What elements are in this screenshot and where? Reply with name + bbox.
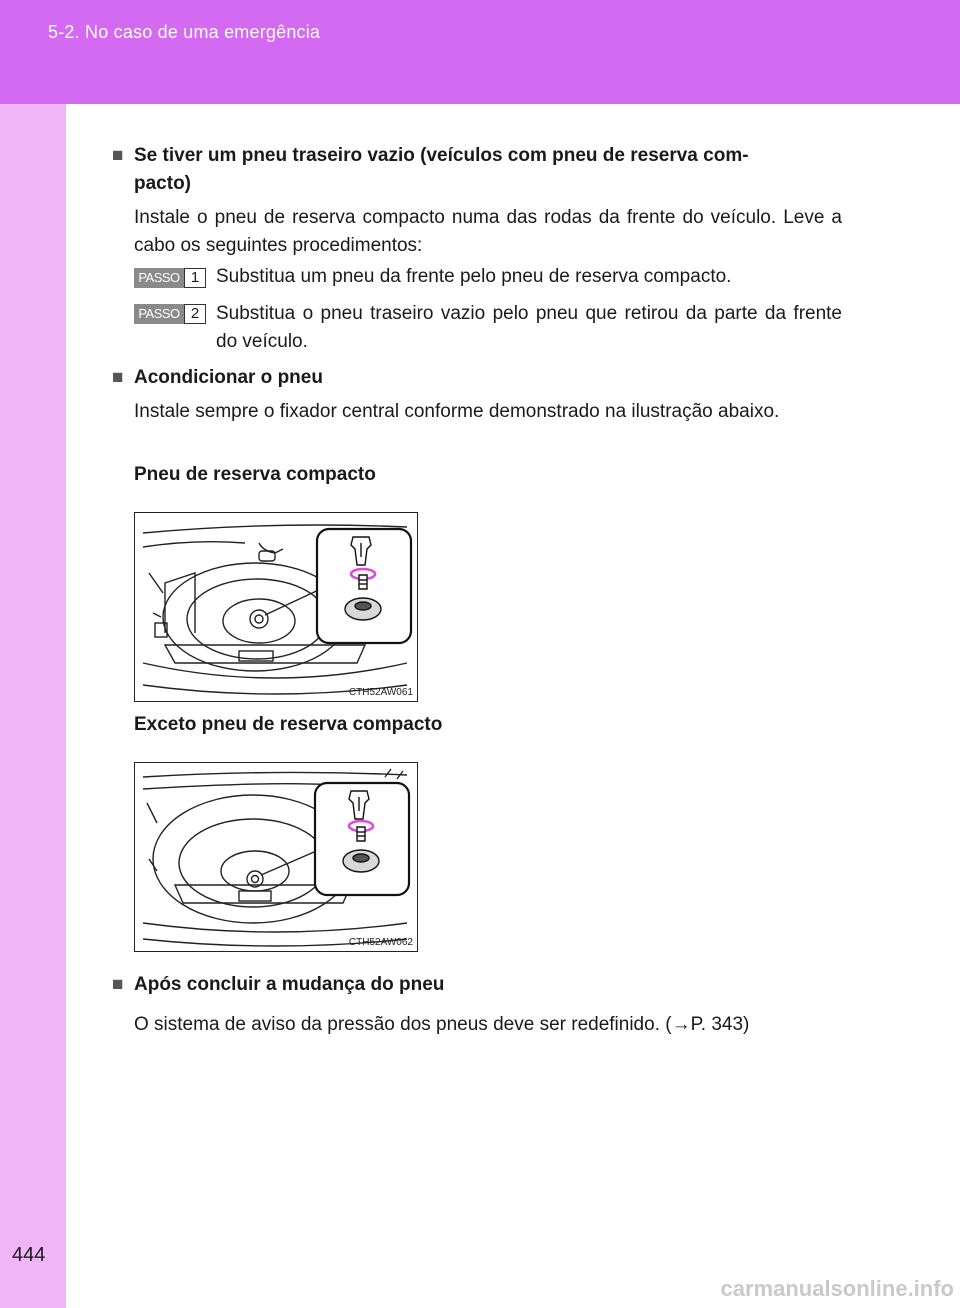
spare-tire-illustration-regular <box>134 762 418 952</box>
section-title-text: Acondicionar o pneu <box>134 367 323 388</box>
square-bullet-icon: ■ <box>112 974 124 995</box>
square-bullet-icon: ■ <box>112 145 124 166</box>
step-number: 1 <box>184 268 206 288</box>
step-text-2: Substitua o pneu traseiro vazio pelo pneu que retirou da parte da frente do veículo. <box>216 303 842 352</box>
step-text-1: Substitua um pneu da frente pelo pneu de reserva compacto. <box>216 266 732 287</box>
section-title-rear-tire <box>112 142 749 198</box>
step-badge-2 <box>134 304 206 324</box>
section-title-text-2: pacto) <box>134 173 191 194</box>
section-body: O sistema de aviso da pressão dos pneus deve ser redefinido. (→P. 343) <box>134 1014 750 1035</box>
section-title-after-change <box>112 971 444 999</box>
spare-tire-illustration-compact <box>134 512 418 702</box>
figure-caption-2: Exceto pneu de reserva compacto <box>134 714 443 735</box>
section-body: Instale sempre o fixador central conforme demonstrado na ilustração abaixo. <box>134 401 780 422</box>
step-label: PASSO <box>134 268 184 288</box>
page-number: 444 <box>12 1244 46 1266</box>
section-body: Instale o pneu de reserva compacto numa das rodas da frente do veículo. Leve a cabo os seguintes procedimentos: <box>134 207 842 256</box>
figure-code: CTH52AW061 <box>348 687 413 698</box>
section-title-text: Se tiver um pneu traseiro vazio (veículos com pneu de reserva com- <box>134 145 749 166</box>
watermark: carmanualsonline.info <box>720 1276 954 1301</box>
figure-code: CTH52AW062 <box>348 937 413 948</box>
trunk-tire-drawing <box>135 763 417 951</box>
step-badge-1 <box>134 268 206 288</box>
square-bullet-icon: ■ <box>112 367 124 388</box>
chapter-title: 5-2. No caso de uma emergência <box>48 22 321 42</box>
step-label: PASSO <box>134 304 184 324</box>
section-title-text: Após concluir a mudança do pneu <box>134 974 445 995</box>
step-number: 2 <box>184 304 206 324</box>
side-band <box>0 104 66 1308</box>
trunk-spare-drawing <box>135 513 417 701</box>
section-title-store-tire <box>112 364 323 392</box>
figure-caption-1: Pneu de reserva compacto <box>134 464 376 485</box>
header-band <box>0 0 960 104</box>
